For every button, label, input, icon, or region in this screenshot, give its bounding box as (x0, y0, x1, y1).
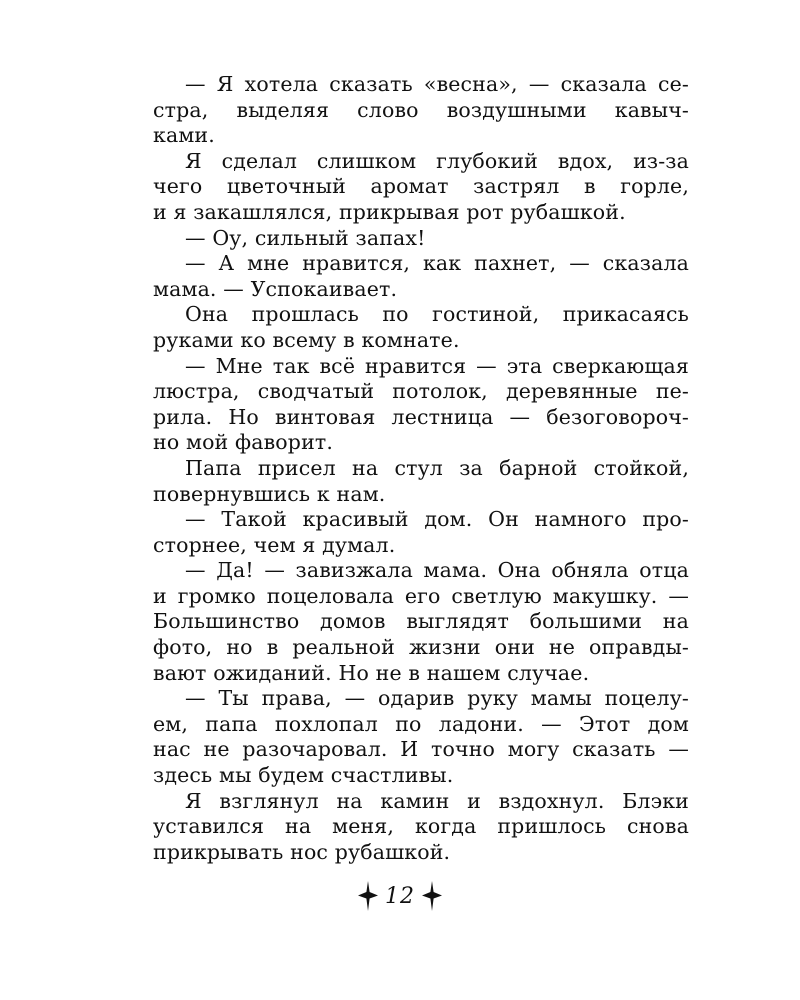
text-line: — А мне нравится, как пахнет, — сказала (185, 251, 689, 276)
text-line: вают ожиданий. Но не в нашем случае. (153, 660, 590, 685)
paragraph (153, 354, 689, 456)
text-line: прикрывать нос рубашкой. (153, 839, 451, 864)
text-line: нас не разочаровал. И точно могу сказать — (153, 737, 689, 762)
body-text (153, 72, 689, 865)
text-line: фото, но в реальной жизни они не оправды- (153, 635, 689, 660)
paragraph (153, 149, 689, 226)
text-line: — Такой красивый дом. Он намного про- (185, 507, 689, 532)
text-line: Я взглянул на камин и вздохнул. Блэки (185, 788, 689, 813)
text-line: — Я хотела сказать «весна», — сказала се- (185, 72, 689, 96)
page-number-footer (0, 880, 800, 914)
text-line: — Да! — завизжала мама. Она обняла отца (185, 558, 689, 583)
text-line: люстра, сводчатый потолок, деревянные пе- (153, 379, 689, 404)
text-line: повернувшись к нам. (153, 481, 386, 506)
paragraph (153, 226, 689, 252)
text-line: ками. (153, 123, 215, 148)
text-line: и громко поцеловала его светлую макушку. — (153, 583, 689, 608)
text-line: ем, папа похлопал по ладони. — Этот дом (153, 711, 689, 736)
paragraph (153, 789, 689, 866)
paragraph (153, 507, 689, 558)
paragraph (153, 686, 689, 788)
text-line: Большинство домов выглядят большими на (153, 609, 689, 634)
paragraph (153, 558, 689, 686)
text-line: но мой фаворит. (153, 430, 334, 455)
text-line: уставился на меня, когда пришлось снова (153, 814, 689, 839)
text-line: и я закашлялся, прикрывая рот рубашкой. (153, 199, 626, 224)
paragraph (153, 251, 689, 302)
text-line: — Ты права, — одарив руку мамы поцелу- (185, 686, 689, 711)
text-line: сторнее, чем я думал. (153, 532, 396, 557)
text-line: — Мне так всё нравится — эта сверкающая (185, 353, 689, 378)
text-line: здесь мы будем счастливы. (153, 763, 454, 788)
text-line: Папа присел на стул за барной стойкой, (185, 455, 689, 480)
paragraph (153, 456, 689, 507)
text-line: Она прошлась по гостиной, прикасаясь (185, 302, 689, 327)
text-line: стра, выделяя слово воздушными кавыч- (153, 97, 689, 122)
left-cross-ornament-icon (357, 880, 379, 912)
paragraph (153, 302, 689, 353)
right-cross-ornament-icon (421, 880, 443, 912)
text-line: чего цветочный аромат застрял в горле, (153, 174, 689, 199)
paragraph (153, 72, 689, 149)
text-line: руками ко всему в комнате. (153, 327, 460, 352)
text-line: — Оу, сильный запах! (185, 225, 426, 250)
page-number: 12 (385, 883, 415, 909)
text-line: Я сделал слишком глубокий вдох, из-за (185, 148, 689, 173)
text-line: рила. Но винтовая лестница — безоговороч- (153, 404, 689, 429)
text-line: мама. — Успокаивает. (153, 276, 398, 301)
